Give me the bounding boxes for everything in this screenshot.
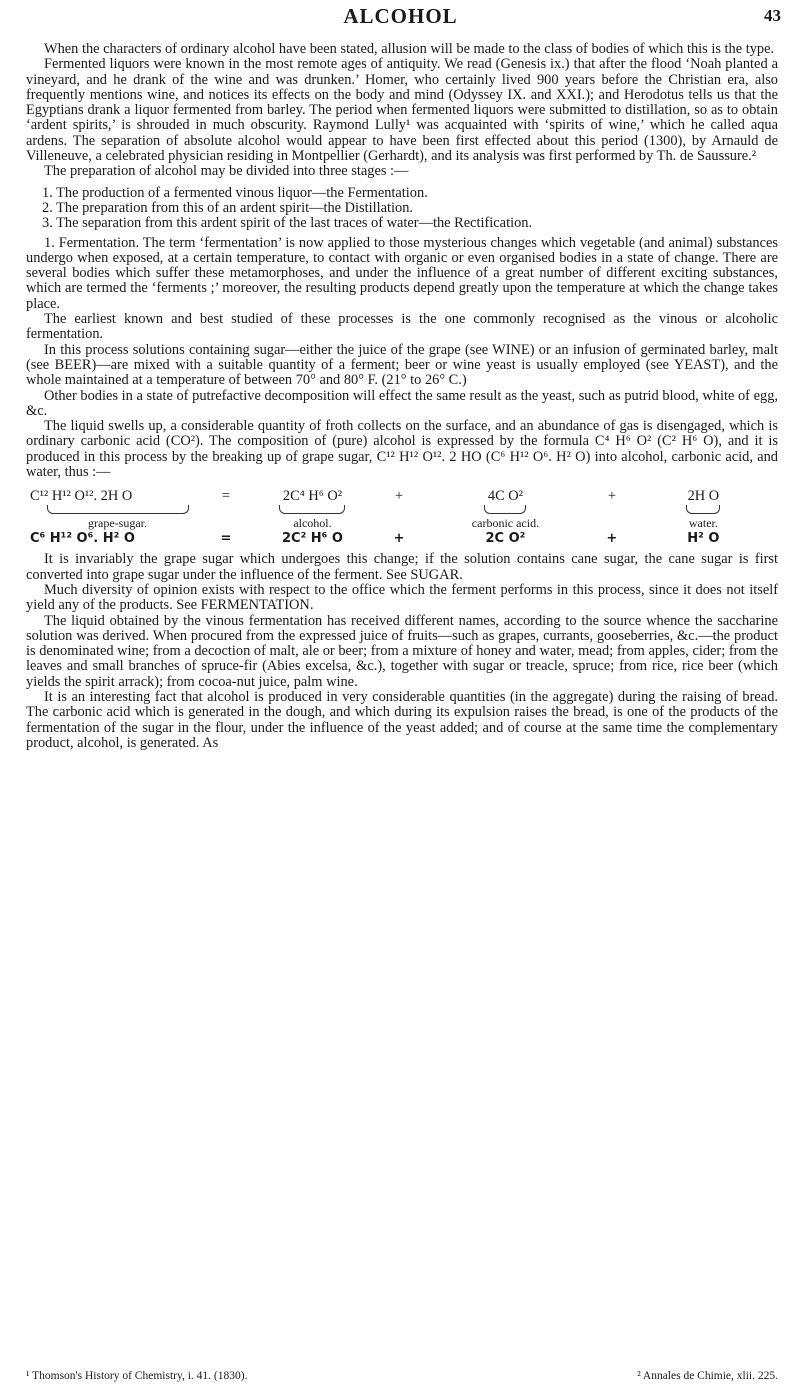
equation-labels (26, 516, 778, 530)
paragraph: When the characters of ordinary alcohol have been stated, allusion will be made to the class of bodies of which this is the type. (44, 41, 775, 57)
equation-braces (26, 504, 778, 516)
eq-operator: + (394, 487, 404, 504)
eq-term: 2C O² (485, 530, 526, 546)
footnotes (26, 1370, 778, 1388)
paragraph: Much diversity of opinion exists with respect to the office which the ferment performs in this process, since it does not itself yield any of the products. See FERMENTATION. (26, 581, 778, 614)
equation-new-notation (26, 530, 778, 546)
paragraph: The liquid swells up, a considerable quantity of froth collects on the surface, and an abundance of gas is disengaged, which is ordinary carbonic acid (CO²). The composition of (pure) alcohol is expressed by the formula C⁴ H⁶ O² (C² H⁶ O), and it is produced in this process by the breaking up of grape sugar, C¹² H¹² O¹². 2 HO (C⁶ H¹² O⁶. H² O) into alcohol, carbonic acid, and water, thus :— (26, 418, 778, 481)
brace-mark (279, 505, 345, 514)
paragraph: The earliest known and best studied of these processes is the one commonly recognised as the vinous or alcoholic fermentation. (26, 311, 778, 343)
eq-term: 2C² H⁶ O (282, 530, 343, 546)
brace-mark (47, 505, 189, 514)
body-text (26, 42, 778, 751)
paragraph: Other bodies in a state of putrefactive decomposition will effect the same result as the yeast, such as putrid blood, white of egg, &c. (26, 387, 778, 419)
eq-label: carbonic acid. (471, 516, 540, 531)
eq-term: C⁶ H¹² O⁶. H² O (30, 530, 135, 546)
eq-operator: + (607, 487, 616, 504)
eq-operator: = (220, 530, 232, 546)
running-title: ALCOHOL (343, 4, 458, 28)
list-item: 1. The production of a fermented vinous liquor—the Fermentation. (42, 184, 428, 201)
paragraph: Fermented liquors were known in the most remote ages of antiquity. We read (Genesis ix.) that after the flood ‘Noah planted a vineyard, and he drank of the wine and was drunken.’ Homer, who certainly lived 900 years before the Christian era, also frequently mentions wine, and notices its effects on the body and mind (Odyssey IX. and XXI.); and Herodotus tells us that the Egyptians drank a liquor fermented from barley. The period when fermented liquors were submitted to distillation, so as to obtain ‘ardent spirits,’ is shrouded in much obscurity. Raymond Lully¹ was acquainted with ‘spirits of wine,’ which he called aqua ardens. The separation of absolute alcohol would appear to have been first effected about this period (1300), by Arnauld de Villeneuve, a celebrated physician residing in Montpellier (Gerhardt), and its analysis was first performed by Th. de Saussure.² (26, 56, 778, 165)
equation-old-notation (26, 488, 778, 504)
paragraph: In this process solutions containing sugar—either the juice of the grape (see WINE) or an infusion of germinated barley, malt (see BEER)—are mixed with a suitable quantity of a ferment; beer or wine yeast is usually employed (see YEAST), and the whole maintained at a temperature of between 70° and 80° F. (21° to 26° C.) (26, 341, 778, 389)
paragraph: It is invariably the grape sugar which undergoes this change; if the solution contains cane sugar, the cane sugar is first converted into grape sugar under the influence of the ferment. See SUGAR. (26, 551, 778, 583)
running-head (0, 4, 801, 32)
eq-term: 2H O (687, 487, 720, 504)
paragraph: The liquid obtained by the vinous fermentation has received different names, according to the source whence the saccharine solution was derived. When procured from the expressed juice of fruits—such as grapes, currants, gooseberries, &c.—the product is denominated wine; from a decoction of malt, ale or beer; from a mixture of honey and water, mead; from apples, cider; from the leaves and small branches of spruce-fir (Abies excelsa, &c.), together with sugar or treacle, spruce; from rice, rice beer (which yields the spirit arrack); from cocoa-nut juice, palm wine. (26, 612, 778, 690)
eq-term: C¹² H¹² O¹². 2H O (30, 487, 133, 504)
footnote: ¹ Thomson's History of Chemistry, i. 41. (1830). (26, 1370, 248, 1382)
brace-mark (484, 505, 526, 514)
paragraph: It is an interesting fact that alcohol is produced in very considerable quantities (in the aggregate) during the raising of bread. The carbonic acid which is generated in the dough, and which during its expulsion raises the bread, is one of the products of the fermentation of the sugar in the flour, under the influence of the yeast added; and of course at the same time the complementary product, alcohol, is generated. As (26, 688, 778, 751)
footnote: ² Annales de Chimie, xlii. 225. (637, 1370, 778, 1382)
list-item: 3. The separation from this ardent spirit of the last traces of water—the Rectification. (42, 215, 533, 232)
eq-term: 2C⁴ H⁶ O² (282, 487, 343, 504)
list-item: 2. The preparation from this of an ardent spirit—the Distillation. (42, 199, 414, 216)
eq-label: water. (688, 516, 718, 531)
eq-term: H² O (687, 530, 720, 546)
fermentation-equation (26, 488, 778, 546)
eq-operator: + (606, 530, 618, 546)
eq-label: alcohol. (293, 516, 332, 531)
page-number: 43 (764, 6, 781, 25)
eq-operator: + (393, 530, 405, 546)
brace-mark (686, 505, 720, 514)
paragraph: 1. Fermentation. The term ‘fermentation’ is now applied to those mysterious changes which vegetable (and animal) substances undergo when exposed, at a certain temperature, to contact with organic or even organised bodies in a state of change. There are several bodies which suffer these metamorphoses, and under the influence of a great number of different exciting substances, which are termed the ‘ferments ;’ moreover, the resulting products depend greatly upon the temperature at which the change takes place. (26, 234, 778, 312)
eq-term: 4C O² (487, 487, 523, 504)
eq-operator: = (221, 487, 231, 504)
eq-label: grape-sugar. (88, 516, 147, 531)
stages-list (26, 186, 778, 232)
paragraph: The preparation of alcohol may be divided into three stages :— (44, 163, 409, 180)
